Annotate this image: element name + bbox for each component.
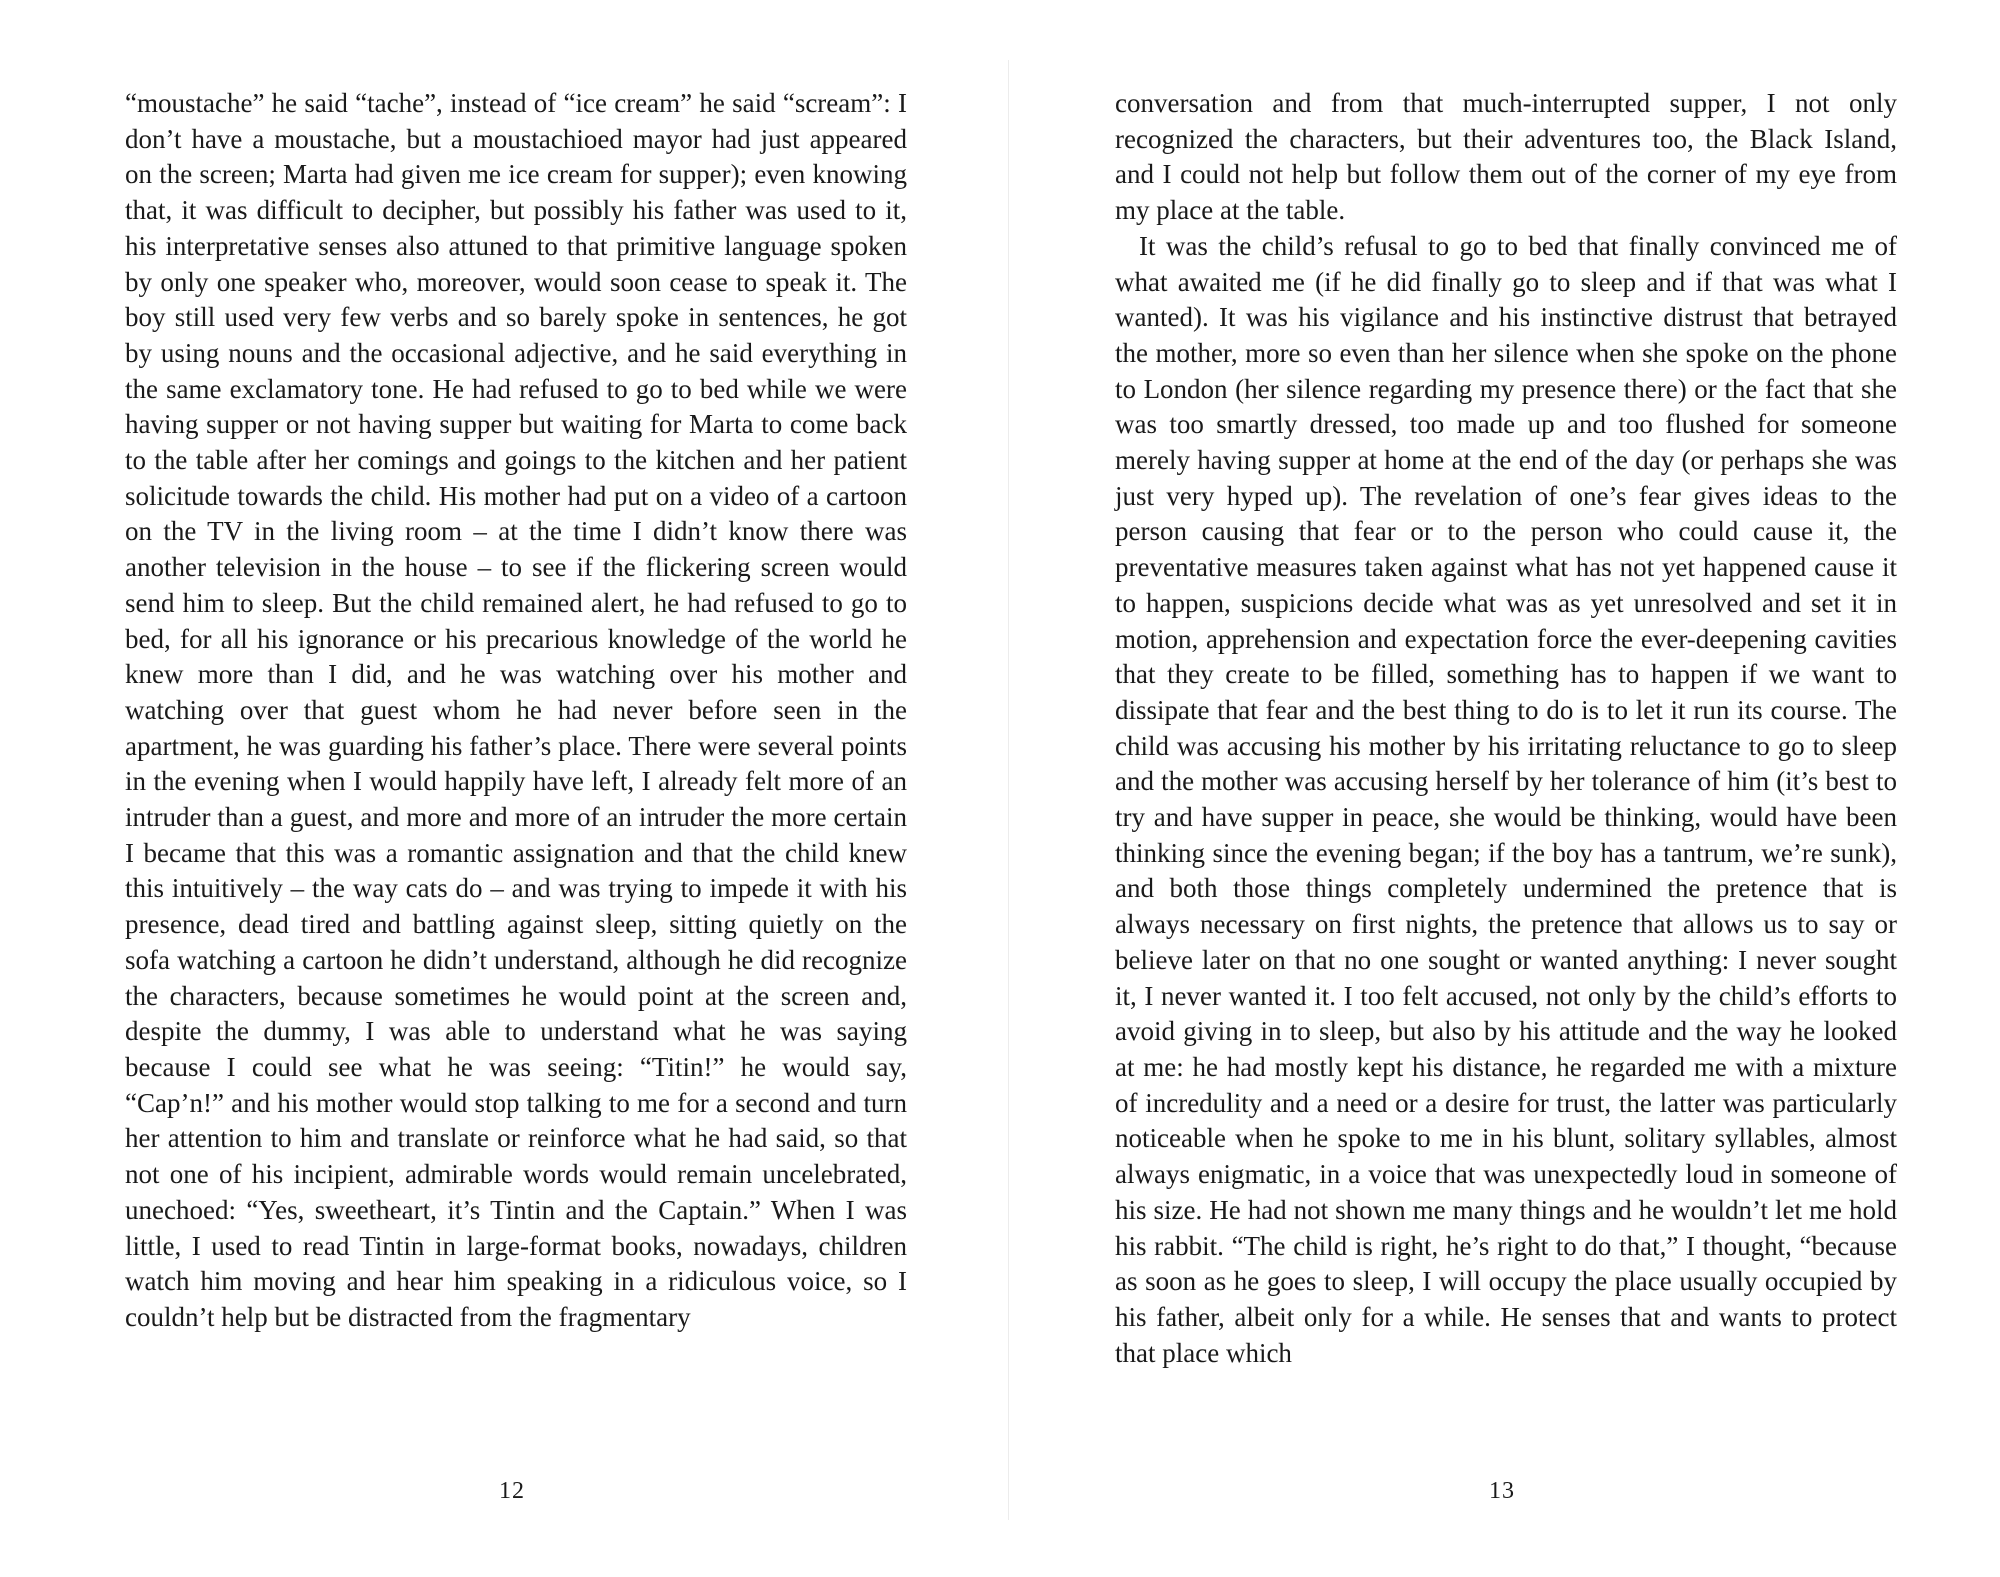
right-page-paragraph: It was the child’s refusal to go to bed that finally convinced me of what awaited me (if he did finally go to sleep and if that was what I wanted). It was his vigilance and his instinctive distrust that betrayed the mother, more so even than her silence when she spoke on the phone to London (her silence regarding my presence there) or the fact that she was too smartly dressed, too made up and too flushed for someone merely having supper at home at the end of the day (or perhaps she was just very hyped up). The revelation of one’s fear gives ideas to the person causing that fear or to the person who could cause it, the preventative measures taken against what has not yet happened cause it to happen, suspicions decide what was as yet unresolved and set it in motion, apprehension and expectation force the ever-deepening cavities that they create to be filled, something has to happen if we want to dissipate that fear and the best thing to do is to let it run its course. The child was accusing his mother by his irritating reluctance to go to sleep and the mother was accusing herself by her tolerance of him (it’s best to try and have supper in peace, she would be thinking, would have been thinking since the evening began; if the boy has a tantrum, we’re sunk), and both those things completely undermined the pretence that is always necessary on first nights, the pretence that allows us to say or believe later on that no one sought or wanted anything: I never sought it, I never wanted it. I too felt accused, not only by the child’s efforts to avoid giving in to sleep, but also by his attitude and the way he looked at me: he had mostly kept his distance, he regarded me with a mixture of incredulity and a need or a desire for trust, the latter was particularly noticeable when he spoke to me in his blunt, solitary syllables, almost always enigmatic, in a voice that was unexpectedly loud in someone of his size. He had not shown me many things and he wouldn’t let me hold his rabbit. “The child is right, he’s right to do that,” I thought, “because as soon as he goes to sleep, I will occupy the place usually occupied by his father, albeit only for a while. He senses that and wants to protect that place which [1115,230,1897,1368]
book-gutter [1008,60,1009,1520]
left-page [125,86,907,1336]
right-page [1115,86,1897,1371]
right-page-number: 13 [1489,1478,1515,1504]
right-page-paragraph-continued: conversation and from that much-interrupted supper, I not only recognized the characters, but their adventures too, the Black Island, and I could not help but follow them out of the corner of my eye from my place at the table. [1115,88,1897,226]
left-page-paragraph: “moustache” he said “tache”, instead of “ice cream” he said “scream”: I don’t have a moustache, but a moustachioed mayor had just appeared on the screen; Marta had given me ice cream for supper); even knowing that, it was difficult to decipher, but possibly his father was used to it, his interpretative senses also attuned to that primitive language spoken by only one speaker who, moreover, would soon cease to speak it. The boy still used very few verbs and so barely spoke in sentences, he got by using nouns and the occasional adjective, and he said everything in the same exclamatory tone. He had refused to go to bed while we were having supper or not having supper but waiting for Marta to come back to the table after her comings and goings to the kitchen and her patient solicitude towards the child. His mother had put on a video of a cartoon on the TV in the living room – at the time I didn’t know there was another television in the house – to see if the flickering screen would send him to sleep. But the child remained alert, he had refused to go to bed, for all his ignorance or his precarious knowledge of the world he knew more than I did, and he was watching over his mother and watching over that guest whom he had never before seen in the apartment, he was guarding his father’s place. There were several points in the evening when I would happily have left, I already felt more of an intruder than a guest, and more and more of an intruder the more certain I became that this was a romantic assignation and that the child knew this intuitively – the way cats do – and was trying to impede it with his presence, dead tired and battling against sleep, sitting quietly on the sofa watching a cartoon he didn’t understand, although he did recognize the characters, because sometimes he would point at the screen and, despite the dummy, I was able to understand what he was saying because I could see what he was seeing: “Titin!” he would say, “Cap’n!” and his mother would stop talking to me for a second and turn her attention to him and translate or reinforce what he had said, so that not one of his incipient, admirable words would remain uncelebrated, unechoed: “Yes, sweetheart, it’s Tintin and the Captain.” When I was little, I used to read Tintin in large-format books, nowadays, children watch him moving and hear him speaking in a ridiculous voice, so I couldn’t help but be distracted from the fragmentary [125,88,907,1332]
left-page-number: 12 [499,1478,525,1504]
